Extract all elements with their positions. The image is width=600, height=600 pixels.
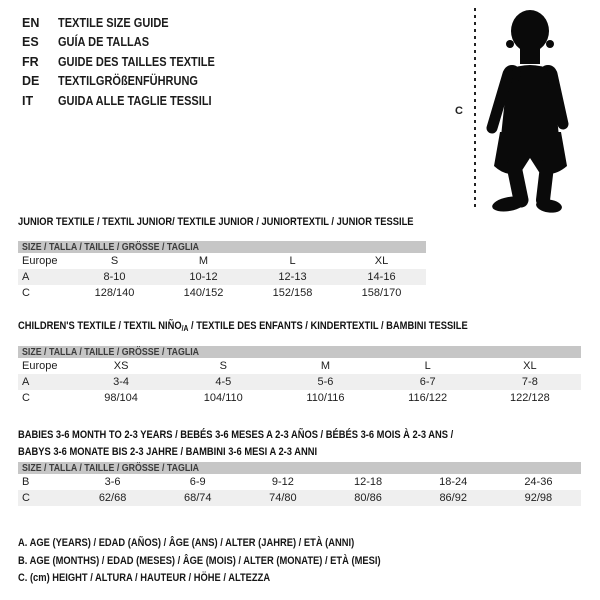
lang-row-en	[22, 13, 236, 33]
table-row	[18, 285, 426, 301]
footnotes	[18, 537, 445, 590]
size-cell: 104/110	[203, 392, 243, 404]
footnote-c: C. (cm) HEIGHT / ALTURA / HAUTEUR / HÖHE / ALTEZZA	[18, 572, 271, 584]
table-row	[18, 390, 581, 406]
size-cell: 5-6	[274, 374, 376, 390]
size-cell: 74/80	[240, 490, 325, 506]
size-cell: 3-4	[70, 374, 172, 390]
lang-label: TEXTILE SIZE GUIDE	[58, 15, 169, 30]
row-label: Europe	[22, 255, 58, 267]
size-cell: 152/158	[272, 287, 313, 299]
size-cell: 14-16	[337, 269, 426, 285]
table-row	[18, 253, 426, 269]
size-cell: 10-12	[159, 269, 248, 285]
subscript-a: /A	[181, 324, 189, 333]
lang-code: FR	[22, 54, 39, 69]
size-cell: S	[219, 360, 227, 372]
size-cell: 140/152	[183, 287, 224, 299]
footnote-a: A. AGE (YEARS) / EDAD (AÑOS) / ÂGE (ANS) / ALTER (JAHRE) / ETÀ (ANNI)	[18, 537, 355, 549]
row-label: Europe	[22, 360, 58, 372]
size-cell: 116/122	[408, 392, 448, 404]
size-table	[18, 346, 581, 406]
row-label: B	[22, 476, 30, 488]
children-textile-title: CHILDREN'S TEXTILE / TEXTIL $NIÑO_{/A}$ / TEXTILE DES ENFANTS / KINDERTEXTIL / BAMBINI TESSILE	[18, 320, 468, 333]
size-bar-header: SIZE / TALLA / TAILLE / GRÖSSE / TAGLIA	[18, 346, 581, 358]
toddler-silhouette-icon	[483, 8, 578, 213]
lang-label: GUIDA ALLE TAGLIE TESSILI	[58, 93, 212, 108]
size-cell: 6-9	[189, 476, 206, 488]
height-measure-label: C	[455, 105, 463, 117]
size-cell: 4-5	[172, 374, 274, 390]
size-cell: 158/170	[361, 287, 402, 299]
size-cell: 68/74	[155, 490, 240, 506]
children-size-table	[18, 346, 581, 406]
size-cell: 7-8	[479, 374, 581, 390]
table-row	[18, 358, 581, 374]
babies-textile-title	[18, 427, 530, 461]
table-row	[18, 269, 426, 285]
size-cell: XL	[523, 360, 537, 372]
size-table	[18, 462, 581, 506]
size-cell: 3-6	[104, 476, 121, 488]
lang-label: GUÍA DE TALLAS	[58, 35, 150, 50]
babies-title-line1: BABIES 3-6 MONTH TO 2-3 YEARS / BEBÉS 3-6 MESES A 2-3 AÑOS / BÉBÉS 3-6 MOIS À 2-3 ANS /	[18, 429, 454, 441]
size-cell: XS	[113, 360, 129, 372]
size-cell: 122/128	[509, 392, 550, 404]
junior-textile-title: JUNIOR TEXTILE / TEXTIL JUNIOR/ TEXTILE JUNIOR / JUNIORTEXTIL / JUNIOR TESSILE	[18, 216, 414, 228]
size-cell: 98/104	[104, 392, 138, 404]
size-cell: 12-13	[248, 269, 337, 285]
table-row	[18, 474, 581, 490]
size-bar-header: SIZE / TALLA / TAILLE / GRÖSSE / TAGLIA	[18, 462, 581, 474]
table-row	[18, 374, 581, 390]
size-cell: 80/86	[325, 490, 410, 506]
size-cell: 12-18	[353, 476, 383, 488]
size-cell: M	[198, 255, 209, 267]
size-cell: M	[320, 360, 331, 372]
height-measure-dotted-line	[474, 8, 476, 210]
size-cell: XL	[374, 255, 389, 267]
size-cell: 9-12	[271, 476, 294, 488]
size-cell: 110/116	[306, 392, 345, 404]
row-label: C	[22, 287, 30, 299]
lang-row-de	[22, 72, 236, 92]
lang-row-fr	[22, 52, 236, 72]
table-row	[18, 490, 581, 506]
size-bar-header: SIZE / TALLA / TAILLE / GRÖSSE / TAGLIA	[18, 241, 426, 253]
size-cell: 128/140	[94, 287, 135, 299]
size-cell: 24-36	[524, 476, 553, 488]
lang-label: GUIDE DES TAILLES TEXTILE	[58, 54, 215, 69]
size-cell: L	[289, 255, 296, 267]
size-cell: L	[424, 360, 431, 372]
size-cell: S	[110, 255, 119, 267]
lang-code: DE	[22, 74, 40, 89]
size-cell: 8-10	[70, 269, 159, 285]
footnote-b: B. AGE (MONTHS) / EDAD (MESES) / ÂGE (MOIS) / ALTER (MONATE) / ETÀ (MESI)	[18, 554, 381, 567]
lang-code: ES	[22, 35, 39, 50]
size-table	[18, 241, 426, 301]
row-label: A	[18, 269, 70, 285]
lang-row-it	[22, 91, 236, 111]
junior-size-table	[18, 241, 426, 301]
row-label: A	[18, 374, 70, 390]
lang-code: IT	[22, 93, 34, 108]
babies-size-table	[18, 462, 581, 506]
size-cell: 6-7	[377, 374, 479, 390]
size-cell: 92/98	[496, 490, 581, 506]
row-label: C	[22, 392, 30, 404]
lang-label: TEXTILGRÖßENFÜHRUNG	[58, 74, 198, 89]
lang-row-es	[22, 33, 236, 53]
lang-code: EN	[22, 15, 40, 30]
size-cell: 86/92	[411, 490, 496, 506]
size-cell: 62/68	[70, 490, 155, 506]
language-header	[22, 13, 236, 111]
babies-title-line2: BABYS 3-6 MONATE BIS 2-3 JAHRE / BAMBINI 3-6 MESI A 2-3 ANNI	[18, 446, 318, 458]
row-label: C	[18, 490, 70, 506]
size-cell: 18-24	[439, 476, 468, 488]
